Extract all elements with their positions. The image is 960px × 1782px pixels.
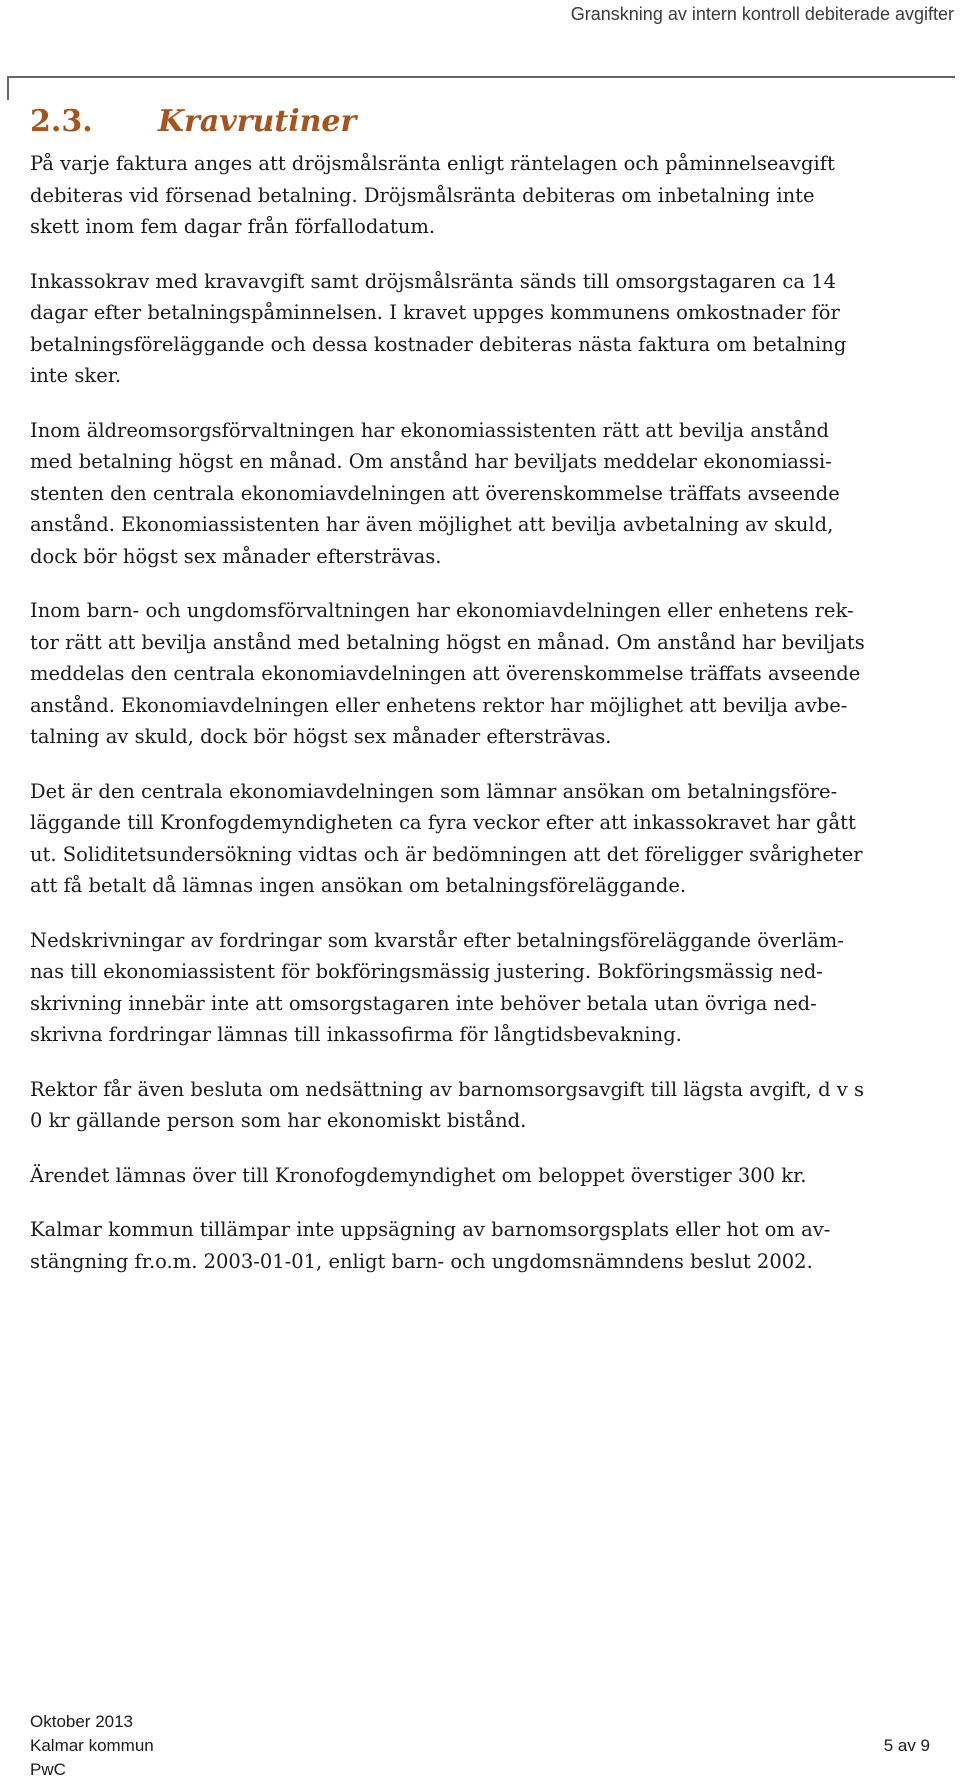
text-line: anstånd. Ekonomiassistenten har även möjlighet att bevilja avbetalning av skuld, [30, 513, 834, 536]
text-line: Kalmar kommun tillämpar inte uppsägning av barnomsorgsplats eller hot om av- [30, 1218, 831, 1241]
paragraph [30, 925, 935, 1051]
text-line: ut. Soliditetsundersökning vidtas och är bedömningen att det föreligger svårigheter [30, 842, 863, 866]
text-line: tor rätt att bevilja anstånd med betalning högst en månad. Om anstånd har beviljats [30, 630, 865, 654]
text-line: dock bör högst sex månader eftersträvas. [30, 544, 442, 568]
text-line: stängning fr.o.m. 2003-01-01, enligt barn- och ungdomsnämndens beslut 2002. [30, 1249, 813, 1273]
text-line: läggande till Kronfogdemyndigheten ca fyra veckor efter att inkassokravet har gått [30, 811, 856, 834]
text-line: Inkassokrav med kravavgift samt dröjsmålsränta sänds till omsorgstagaren ca 14 [30, 269, 836, 293]
text-line: skett inom fem dagar från förfallodatum. [30, 215, 436, 238]
paragraph [30, 1074, 935, 1137]
text-line: På varje faktura anges att dröjsmålsränta enligt räntelagen och påminnelseavgift [30, 152, 835, 175]
paragraph [30, 595, 935, 753]
text-line: debiteras vid försenad betalning. Dröjsmålsränta debiteras om inbetalning inte [30, 183, 815, 207]
text-line: dagar efter betalningspåminnelsen. I kravet uppges kommunens omkostnader för [30, 301, 840, 324]
section-number: 2.3. [30, 104, 93, 139]
text-line: med betalning högst en månad. Om anstånd har beviljats meddelar ekonomiassi- [30, 450, 832, 473]
text-line: 0 kr gällande person som har ekonomiskt bistånd. [30, 1109, 527, 1132]
text-line: Inom äldreomsorgsförvaltningen har ekonomiassistenten rätt att bevilja anstånd [30, 418, 829, 442]
page-footer [30, 1710, 930, 1782]
text-line: talning av skuld, dock bör högst sex månader eftersträvas. [30, 725, 612, 748]
text-line: skrivna fordringar lämnas till inkassofirma för långtidsbevakning. [30, 1023, 682, 1046]
paragraph [30, 266, 935, 392]
text-line: skrivning innebär inte att omsorgstagaren inte behöver betala utan övriga ned- [30, 991, 817, 1015]
text-line: Inom barn- och ungdomsförvaltningen har ekonomiavdelningen eller enhetens rek- [30, 599, 854, 622]
footer-date: Oktober 2013 [30, 1712, 134, 1731]
paragraph [30, 415, 935, 573]
paragraph [30, 1160, 935, 1192]
paragraph [30, 148, 935, 243]
text-line: stenten den centrala ekonomiavdelningen att överenskommelse träffats avseende [30, 481, 840, 505]
header-rule [7, 76, 955, 78]
section-title: Kravrutiner [158, 104, 357, 139]
body-text [30, 148, 935, 1277]
footer-author: PwC [30, 1760, 66, 1779]
running-header: Granskning av intern kontroll debiterade avgifter [570, 4, 954, 24]
text-line: att få betalt då lämnas ingen ansökan om betalningsföreläggande. [30, 874, 687, 897]
paragraph [30, 1214, 935, 1277]
text-line: meddelas den centrala ekonomiavdelningen att överenskommelse träffats avseende [30, 662, 861, 685]
text-line: betalningsföreläggande och dessa kostnader debiteras nästa faktura om betalning [30, 332, 847, 356]
text-line: anstånd. Ekonomiavdelningen eller enhetens rektor har möjlighet att bevilja avbe- [30, 693, 848, 717]
paragraph [30, 776, 935, 902]
text-line: Det är den centrala ekonomiavdelningen som lämnar ansökan om betalningsföre- [30, 779, 838, 803]
section-heading [30, 96, 935, 148]
text-line: Rektor får även besluta om nedsättning av barnomsorgsavgift till lägsta avgift, d v s [30, 1077, 864, 1101]
text-line: Ärendet lämnas över till Kronofogdemyndighet om beloppet överstiger 300 kr. [30, 1163, 807, 1187]
text-line: nas till ekonomiassistent för bokföringsmässig justering. Bokföringsmässig ned- [30, 960, 823, 983]
page-number: 5 av 9 [883, 1736, 930, 1755]
footer-organization: Kalmar kommun [30, 1736, 154, 1755]
text-line: Nedskrivningar av fordringar som kvarstår efter betalningsföreläggande överläm- [30, 928, 844, 952]
text-line: inte sker. [30, 364, 122, 387]
header-rule-corner [7, 76, 9, 100]
page-content [30, 96, 935, 1300]
